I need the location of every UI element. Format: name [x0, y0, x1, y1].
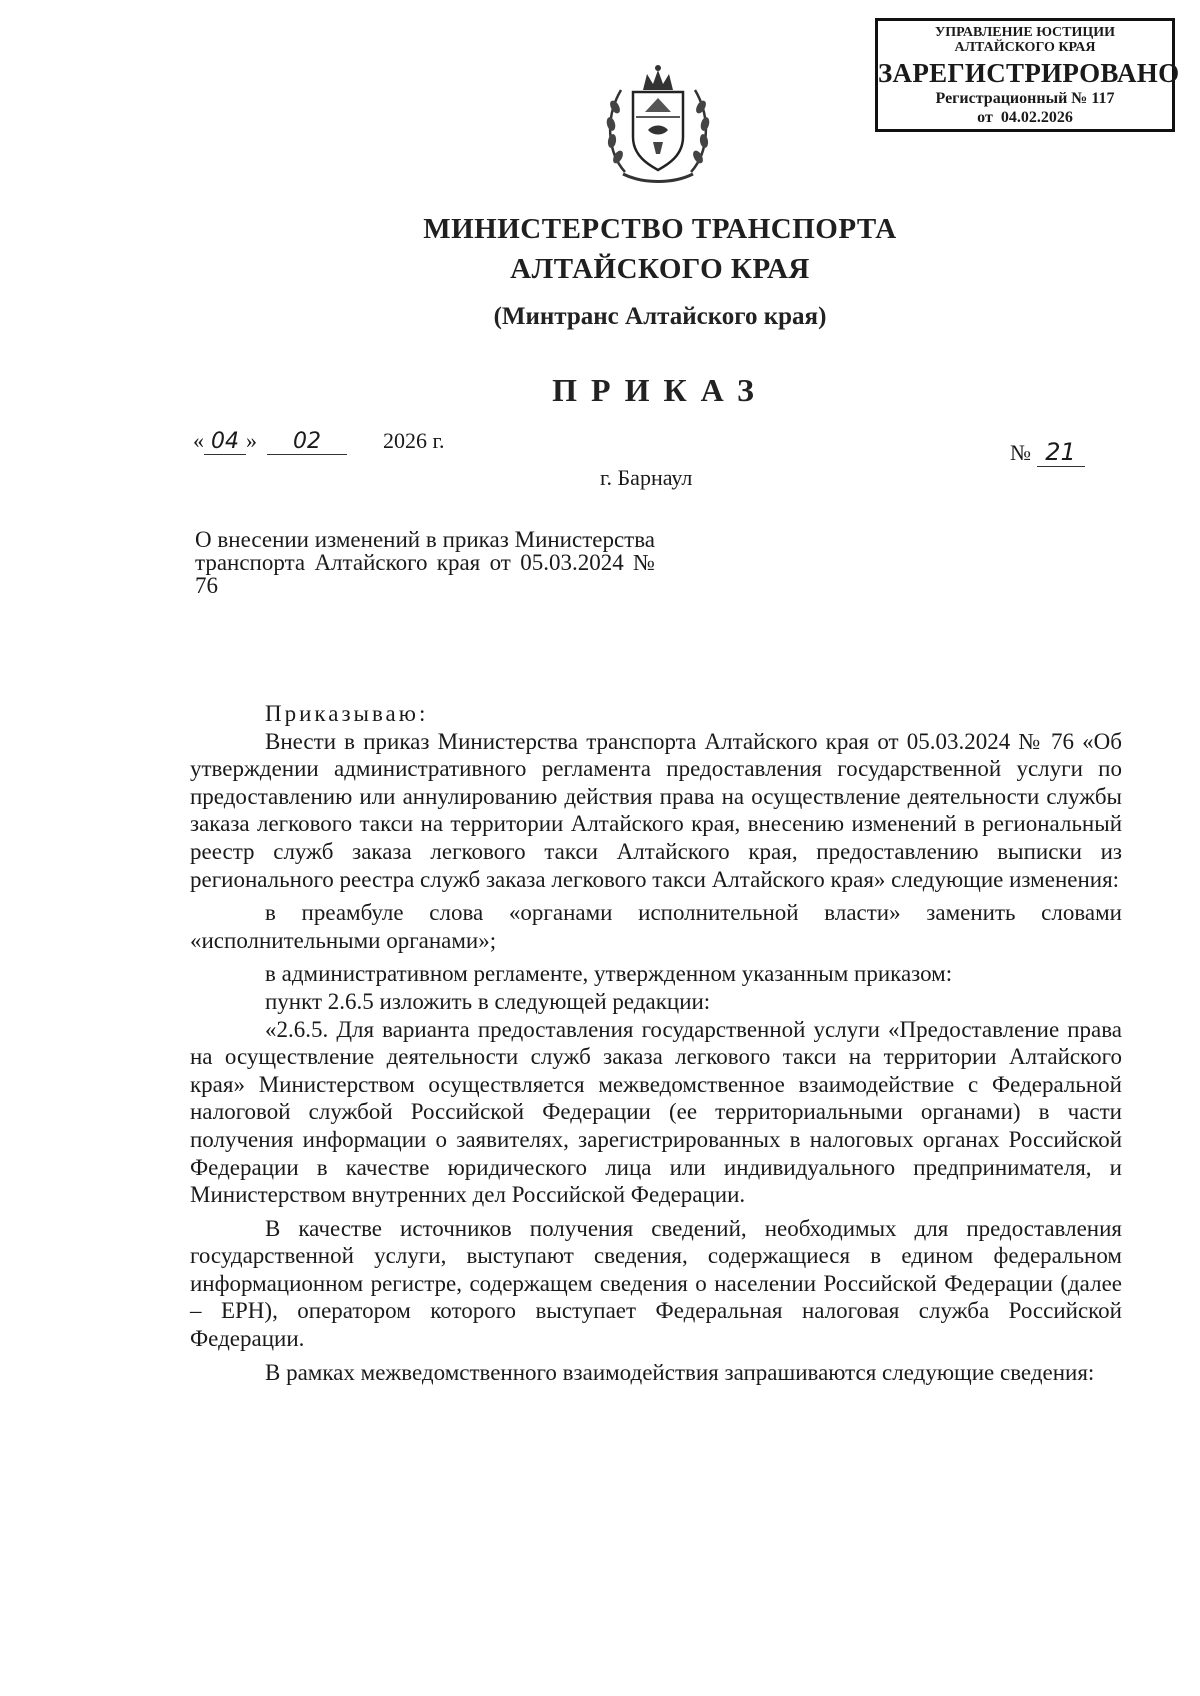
order-subject: О внесении изменений в приказ Министерства транспорта Алтайского края от 05.03.2024 № 76: [195, 527, 655, 598]
order-date: [193, 428, 445, 455]
body-paragraph-5: «2.6.5. Для варианта предоставления государственной услуги «Предоставление права на осуществление деятельности служб заказа легкового такси на территории Алтайского края» Министерством осуществляется межведомственное взаимодействие с Федеральной налоговой службой Российской Федерации (ее территориальными органами) в части получения информации о заявителях, зарегистрированных в налоговых органах Российской Федерации в качестве юридического лица или индивидуального предпринимателя, и Министерством внутренних дел Российской Федерации.: [190, 1016, 1122, 1208]
ministry-name-line1: МИНИСТЕРСТВО ТРАНСПОРТА: [423, 213, 897, 245]
stamp-reg-number: Регистрационный № 117: [935, 90, 1115, 107]
stamp-title: ЗАРЕГИСТРИРОВАНО: [878, 58, 1180, 88]
order-number-label: №: [1010, 440, 1031, 465]
ministry-name-line2: АЛТАЙСКОГО КРАЯ: [510, 253, 810, 285]
date-close-quote: »: [246, 428, 257, 453]
stamp-authority-line2: АЛТАЙСКОГО КРАЯ: [954, 40, 1096, 55]
stamp-authority-line1: УПРАВЛЕНИЕ ЮСТИЦИИ: [935, 25, 1115, 40]
body-paragraph-2: в преамбуле слова «органами исполнительной власти» заменить словами «исполнительными органами»;: [190, 900, 1122, 953]
body-paragraph-3: в административном регламенте, утвержденном указанным приказом:: [265, 961, 953, 987]
order-number: [1010, 438, 1085, 467]
date-day-handwritten: 04: [204, 429, 246, 455]
order-body: [190, 700, 1122, 1386]
document-type-title: ПРИКАЗ: [552, 372, 768, 408]
body-paragraph-6: В качестве источников получения сведений, необходимых для предоставления государственной услуги, выступают сведения, содержащиеся в едином федеральном информационном регистре, содержащем сведения о населении Российской Федерации (далее – ЕРН), оператором которого выступает Федеральная налоговая служба Российской Федерации.: [190, 1215, 1122, 1352]
registration-stamp: [875, 18, 1180, 132]
date-month-handwritten: 02: [267, 429, 347, 455]
order-directive-word: Приказываю:: [265, 701, 429, 726]
body-paragraph-7: В рамках межведомственного взаимодействия запрашиваются следующие сведения:: [265, 1359, 1095, 1385]
body-paragraph-4: пункт 2.6.5 изложить в следующей редакции:: [265, 988, 711, 1014]
body-paragraph-1: Внести в приказ Министерства транспорта Алтайского края от 05.03.2024 № 76 «Об утверждении административного регламента предоставления государственной услуги по предоставлению или аннулированию действия права на осуществление деятельности службы заказа легкового такси на территории Алтайского края, внесению изменений в региональный реестр служб заказа легкового такси Алтайского края, предоставлению выписки из регионального реестра служб заказа легкового такси Алтайского края» следующие изменения:: [190, 728, 1122, 892]
ministry-abbreviation: (Минтранс Алтайского края): [493, 303, 827, 330]
stamp-reg-date: от 04.02.2026: [977, 109, 1073, 126]
order-number-handwritten: 21: [1037, 438, 1085, 467]
coat-of-arms-emblem-icon: [603, 62, 713, 187]
date-year: 2026 г.: [383, 428, 445, 453]
date-open-quote: «: [193, 428, 204, 453]
city-of-issue: г. Барнаул: [600, 465, 693, 490]
